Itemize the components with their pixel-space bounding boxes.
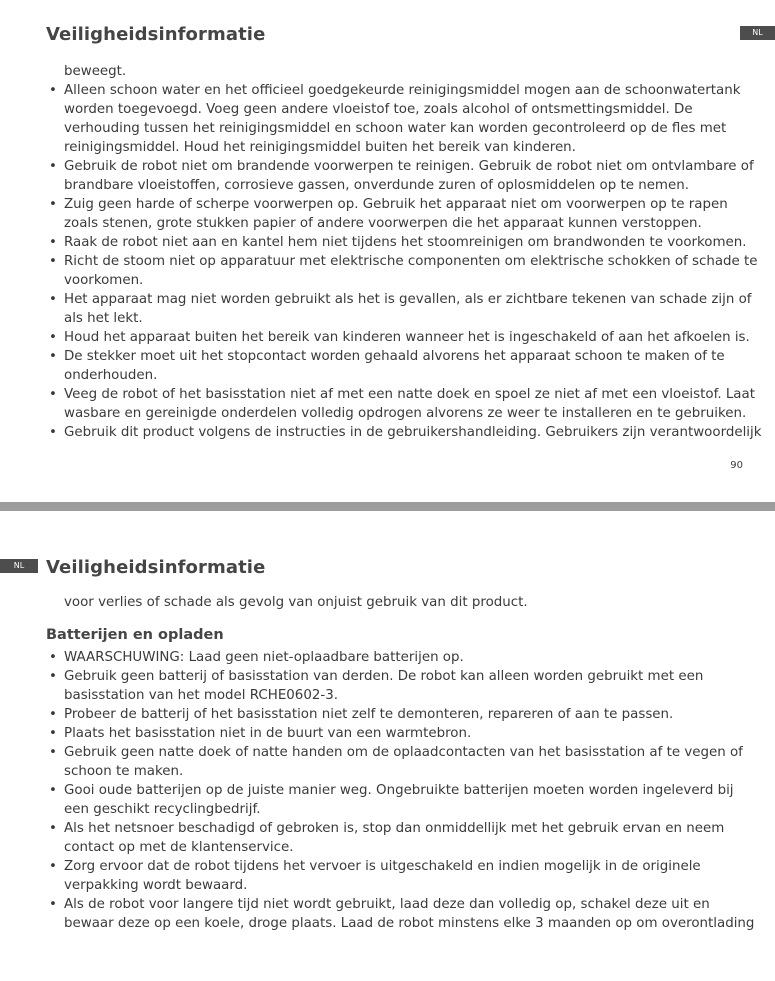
list-item-line: wasbare en gereinigde onderdelen volledig opdrogen alvorens ze weer te installeren en te gebruiken. xyxy=(64,406,747,421)
list-item-line: • Gebruik geen natte doek of natte handen om de oplaadcontacten van het basisstation af te vegen of xyxy=(64,745,743,760)
list-item-line: • De stekker moet uit het stopcontact worden gehaald alvorens het apparaat schoon te maken of te xyxy=(64,349,725,364)
language-tab: NL xyxy=(740,26,775,40)
page-title: Veiligheidsinformatie xyxy=(46,557,266,578)
list-item-line: worden toegevoegd. Voeg geen andere vloeistof toe, zoals alcohol of ontsmettingsmiddel. De xyxy=(64,102,693,117)
list-item-line: • Gebruik de robot niet om brandende voorwerpen te reinigen. Gebruik de robot niet om ontvlambare of xyxy=(64,159,754,174)
list-item xyxy=(46,81,746,157)
list-item xyxy=(46,157,754,195)
list-item-line: een geschikt recyclingbedrijf. xyxy=(64,802,261,817)
list-item-line: zoals stenen, grote stukken papier of andere voorwerpen die het apparaat kunnen verstoppen. xyxy=(64,216,702,231)
list-item xyxy=(46,705,746,724)
list-item-line: • Raak de robot niet aan en kantel hem niet tijdens het stoomreinigen om brandwonden te voorkomen. xyxy=(64,235,747,250)
continuation-text: beweegt. xyxy=(64,64,127,79)
page-number: 90 xyxy=(730,460,743,471)
list-item xyxy=(46,290,752,328)
list-item-line: als het lekt. xyxy=(64,311,143,326)
language-tab: NL xyxy=(0,559,38,573)
list-item xyxy=(46,667,746,705)
list-item-line: • Als de robot voor langere tijd niet wordt gebruikt, laad deze dan volledig op, schakel deze uit en xyxy=(64,897,710,912)
list-item xyxy=(46,743,746,781)
list-item xyxy=(46,347,746,385)
list-item xyxy=(46,328,750,347)
list-item-line: • Houd het apparaat buiten het bereik van kinderen wanneer het is ingeschakeld of aan het afkoelen is. xyxy=(64,330,750,345)
list-item-line: • Gebruik dit product volgens de instructies in de gebruikershandleiding. Gebruikers zijn verantwoordelijk xyxy=(64,425,762,440)
list-item xyxy=(46,781,746,819)
list-item xyxy=(46,233,746,252)
list-item-line: voorkomen. xyxy=(64,273,144,288)
list-item-line: • Richt de stoom niet op apparatuur met elektrische componenten om elektrische schokken of schade te xyxy=(64,254,758,269)
page-divider xyxy=(0,502,775,511)
list-item-line: • Als het netsnoer beschadigd of gebroken is, stop dan onmiddellijk met het gebruik ervan en neem xyxy=(64,821,725,836)
page-body xyxy=(46,593,755,933)
list-item-line: schoon te maken. xyxy=(64,764,184,779)
list-item xyxy=(46,423,762,442)
list-item xyxy=(46,648,746,667)
list-item xyxy=(46,724,746,743)
manual-page-91 xyxy=(0,511,775,981)
list-item-line: • Plaats het basisstation niet in de buurt van een warmtebron. xyxy=(64,726,472,741)
list-item-line: contact op met de klantenservice. xyxy=(64,840,294,855)
section-heading: Batterijen en opladen xyxy=(46,627,224,643)
battery-safety-list xyxy=(46,648,755,933)
list-item-line: • Veeg de robot of het basisstation niet af met een natte doek en spoel ze niet af met een vloeistof. Laat xyxy=(64,387,755,402)
list-item xyxy=(46,857,746,895)
list-item-line: verhouding tussen het reinigingsmiddel en schoon water kan worden gecontroleerd op de fles met xyxy=(64,121,727,136)
safety-list xyxy=(46,81,762,442)
list-item-line: • Zuig geen harde of scherpe voorwerpen op. Gebruik het apparaat niet om voorwerpen op te rapen xyxy=(64,197,728,212)
list-item-line: bewaar deze op een koele, droge plaats. Laad de robot minstens elke 3 maanden op om overontlading xyxy=(64,916,755,931)
list-item-line: basisstation van het model RCHE0602-3. xyxy=(64,688,338,703)
list-item xyxy=(46,252,758,290)
list-item-line: brandbare vloeistoffen, corrosieve gassen, onverdunde zuren of oplosmiddelen op te nemen. xyxy=(64,178,689,193)
list-item-line: • WAARSCHUWING: Laad geen niet-oplaadbare batterijen op. xyxy=(64,650,464,665)
list-item-line: • Alleen schoon water en het officieel goedgekeurde reinigingsmiddel mogen aan de schoonwatertank xyxy=(64,83,741,98)
page-body xyxy=(46,62,762,442)
list-item-line: reinigingsmiddel. Houd het reinigingsmiddel buiten het bereik van kinderen. xyxy=(64,140,576,155)
list-item-line: onderhouden. xyxy=(64,368,158,383)
list-item-line: • Gooi oude batterijen op de juiste manier weg. Ongebruikte batterijen moeten worden ingeleverd bij xyxy=(64,783,734,798)
list-item xyxy=(46,819,746,857)
list-item xyxy=(46,895,755,933)
list-item-line: • Probeer de batterij of het basisstation niet zelf te demonteren, repareren of aan te passen. xyxy=(64,707,674,722)
continuation-text: voor verlies of schade als gevolg van onjuist gebruik van dit product. xyxy=(64,595,528,610)
list-item-line: • Gebruik geen batterij of basisstation van derden. De robot kan alleen worden gebruikt met een xyxy=(64,669,704,684)
list-item-line: • Zorg ervoor dat de robot tijdens het vervoer is uitgeschakeld en indien mogelijk in de originele xyxy=(64,859,701,874)
list-item xyxy=(46,385,755,423)
list-item xyxy=(46,195,746,233)
page-title: Veiligheidsinformatie xyxy=(46,24,266,45)
list-item-line: verpakking wordt bewaard. xyxy=(64,878,248,893)
list-item-line: • Het apparaat mag niet worden gebruikt als het is gevallen, als er zichtbare tekenen van schade zijn of xyxy=(64,292,752,307)
